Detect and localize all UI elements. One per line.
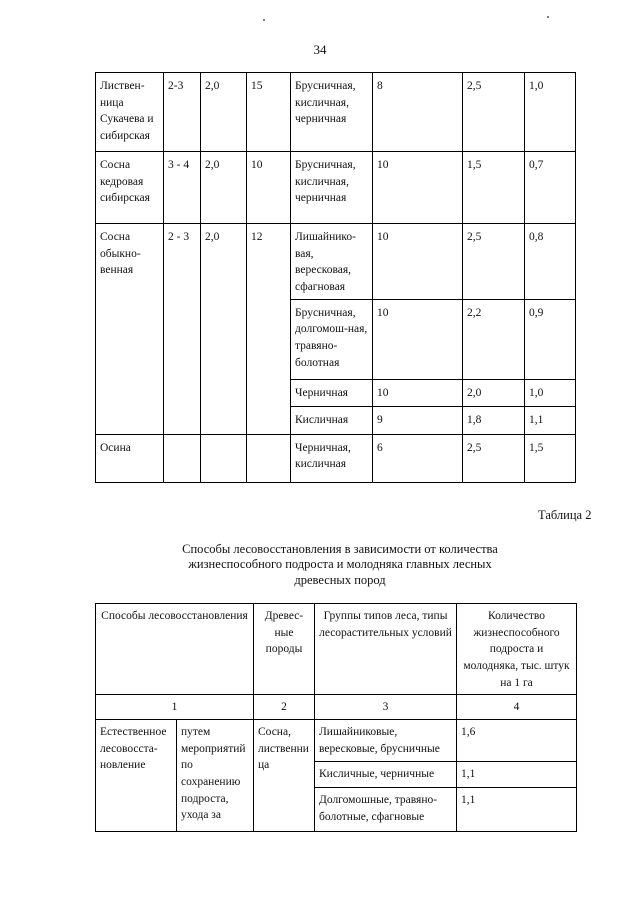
species-cell: Сосна кедровая сибирская — [96, 152, 164, 224]
value-cell: 2,5 — [463, 73, 525, 152]
value-cell: 8 — [373, 73, 463, 152]
species-cell: Сосна обыкно-венная — [96, 224, 164, 435]
quantity-cell: 1,1 — [457, 788, 577, 832]
table-title-line: Способы лесовосстановления в зависимости от количества — [182, 542, 498, 556]
value-cell: 10 — [247, 152, 291, 224]
table-row — [96, 73, 576, 152]
value-cell: 12 — [247, 224, 291, 435]
reforestation-table — [95, 603, 577, 832]
value-cell: 1,0 — [525, 73, 576, 152]
value-cell: 10 — [373, 152, 463, 224]
scan-speck — [547, 16, 549, 18]
value-cell: 2,0 — [201, 73, 247, 152]
forest-type-cell: Брусничная, долгомош-ная, травяно-болотная — [291, 299, 373, 379]
forest-type-cell: Черничная, кисличная — [291, 434, 373, 482]
value-cell — [247, 434, 291, 482]
value-cell: 0,9 — [525, 299, 576, 379]
table-row — [96, 434, 576, 482]
value-cell: 2 - 3 — [164, 224, 201, 435]
value-cell: 2,0 — [201, 152, 247, 224]
value-cell — [164, 434, 201, 482]
header-groups: Группы типов леса, типы лесорастительных условий — [315, 604, 457, 695]
table-label: Таблица 2 — [538, 508, 592, 522]
value-cell: 1,1 — [525, 406, 576, 434]
column-number-row — [96, 695, 577, 720]
table-row — [96, 152, 576, 224]
value-cell: 15 — [247, 73, 291, 152]
page-number: 34 — [313, 42, 327, 57]
forest-group-cell: Лишайниковые, вересковые, брусничные — [315, 720, 457, 762]
method-detail-cell: путем мероприятий по сохранению подроста, ухода за — [177, 720, 254, 832]
value-cell: 10 — [373, 224, 463, 300]
table-row — [96, 224, 576, 300]
header-methods: Способы лесовосстановления — [96, 604, 254, 695]
forest-type-cell: Кисличная — [291, 406, 373, 434]
table-title-line: жизнеспособного подроста и молодняка главных лесных — [188, 557, 492, 572]
forest-type-cell: Лишайнико-вая, вересковая, сфагновая — [291, 224, 373, 300]
value-cell: 2,2 — [463, 299, 525, 379]
value-cell: 2,0 — [201, 224, 247, 435]
table-title — [100, 542, 580, 588]
value-cell: 2,0 — [463, 379, 525, 406]
value-cell: 2-3 — [164, 73, 201, 152]
value-cell: 0,7 — [525, 152, 576, 224]
value-cell: 0,8 — [525, 224, 576, 300]
species-table — [95, 72, 576, 483]
value-cell: 2,5 — [463, 224, 525, 300]
header-row — [96, 604, 577, 695]
value-cell: 3 - 4 — [164, 152, 201, 224]
species-cell: Сосна, лиственница — [254, 720, 315, 832]
method-cell: Естественное лесовосста-новление — [96, 720, 177, 832]
column-number: 3 — [315, 695, 457, 720]
table-row — [96, 720, 577, 762]
forest-type-cell: Брусничная, кисличная, черничная — [291, 73, 373, 152]
forest-type-cell: Брусничная, кисличная, черничная — [291, 152, 373, 224]
quantity-cell: 1,1 — [457, 762, 577, 788]
column-number: 1 — [96, 695, 254, 720]
header-quantity: Количество жизнеспособного подроста и молодняка, тыс. штук на 1 га — [457, 604, 577, 695]
forest-type-cell: Черничная — [291, 379, 373, 406]
value-cell: 6 — [373, 434, 463, 482]
value-cell: 10 — [373, 379, 463, 406]
value-cell: 1,8 — [463, 406, 525, 434]
species-cell: Осина — [96, 434, 164, 482]
column-number: 2 — [254, 695, 315, 720]
column-number: 4 — [457, 695, 577, 720]
quantity-cell: 1,6 — [457, 720, 577, 762]
value-cell: 1,5 — [463, 152, 525, 224]
table-title-line: древесных пород — [294, 572, 386, 587]
value-cell: 9 — [373, 406, 463, 434]
value-cell — [201, 434, 247, 482]
header-species: Древес-ные породы — [254, 604, 315, 695]
value-cell: 1,5 — [525, 434, 576, 482]
value-cell: 1,0 — [525, 379, 576, 406]
scan-speck — [263, 19, 265, 21]
value-cell: 10 — [373, 299, 463, 379]
forest-group-cell: Кисличные, черничные — [315, 762, 457, 788]
forest-group-cell: Долгомошные, травяно-болотные, сфагновые — [315, 788, 457, 832]
species-cell: Листвен-ница Сукачева и сибирская — [96, 73, 164, 152]
value-cell: 2,5 — [463, 434, 525, 482]
